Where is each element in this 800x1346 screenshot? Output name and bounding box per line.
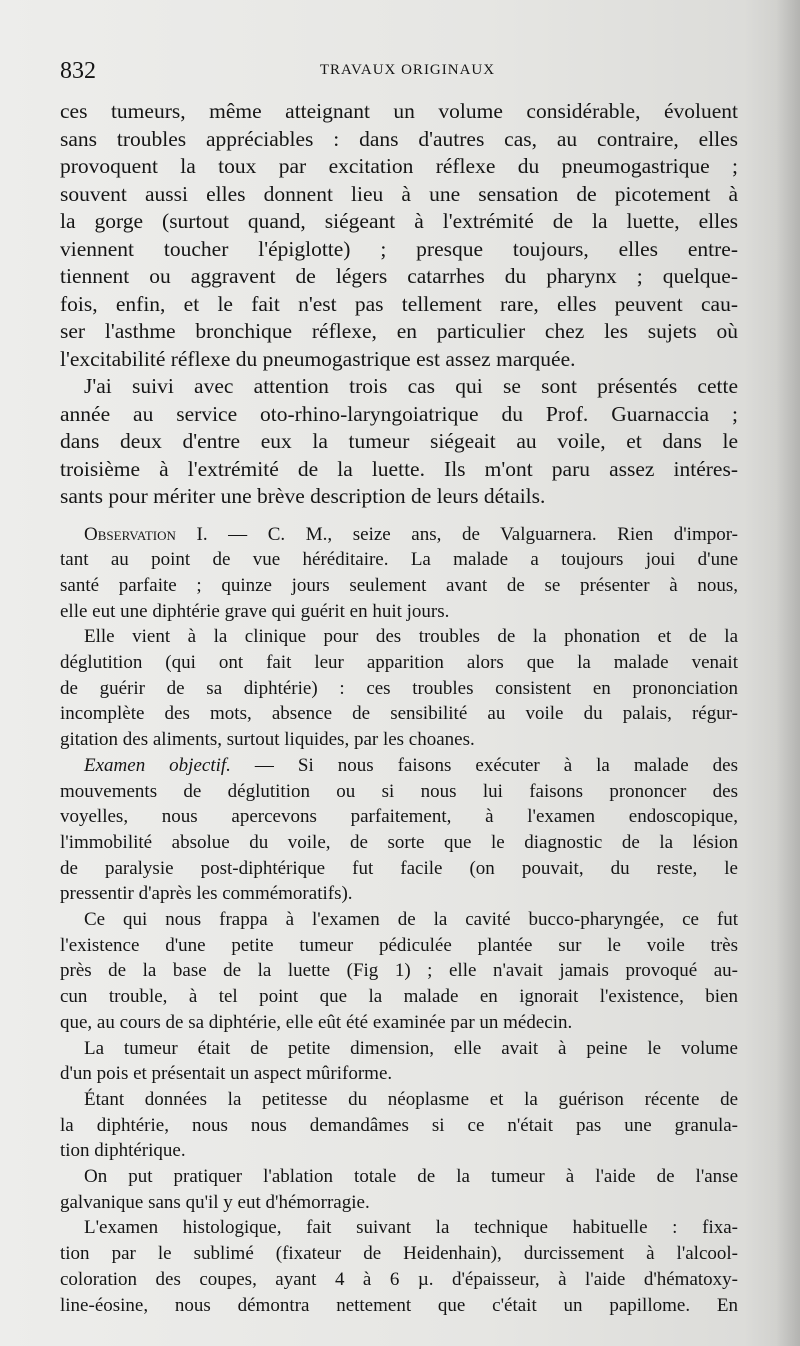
text-line bbox=[60, 753, 738, 779]
running-title: TRAVAUX ORIGINAUX bbox=[319, 62, 496, 78]
observation-paragraph bbox=[60, 522, 738, 625]
text-line: tion par le sublimé (fixateur de Heidenhain), durcissement à l'alcool- bbox=[60, 1243, 738, 1265]
text-line: J'ai suivi avec attention trois cas qui se sont présentés cette bbox=[84, 374, 738, 398]
observation-text: — C. M., seize ans, de Valguarnera. Rien d'impor- bbox=[207, 523, 738, 545]
examen-label: Examen objectif. bbox=[84, 754, 231, 776]
text-line: pressentir d'après les commémoratifs). bbox=[60, 883, 353, 905]
text-line: La tumeur était de petite dimension, elle avait à peine le volume bbox=[84, 1037, 738, 1059]
text-line: sants pour mériter une brève description de leurs détails. bbox=[60, 484, 546, 508]
text-line: viennent toucher l'épiglotte) ; presque toujours, elles entre- bbox=[60, 236, 738, 261]
text-line: coloration des coupes, ayant 4 à 6 µ. d'épaisseur, à l'aide d'hématoxy- bbox=[60, 1268, 738, 1290]
text-line: Étant données la petitesse du néoplasme et la guérison récente de bbox=[84, 1088, 738, 1110]
text-line: L'examen histologique, fait suivant la technique habituelle : fixa- bbox=[84, 1217, 738, 1239]
text-line: elle eut une diphtérie grave qui guérit en huit jours. bbox=[60, 600, 450, 622]
text-line: ces tumeurs, même atteignant un volume considérable, évoluent bbox=[60, 99, 738, 123]
text-line: que, au cours de sa diphtérie, elle eût été examinée par un médecin. bbox=[60, 1011, 573, 1033]
text-line: tiennent ou aggravent de légers catarrhes du pharynx ; quelque- bbox=[60, 264, 738, 288]
text-line: d'un pois et présentait un aspect mûriforme. bbox=[60, 1063, 393, 1085]
text-line: incomplète des mots, absence de sensibilité au voile du palais, régur- bbox=[60, 703, 738, 725]
paragraph-1 bbox=[60, 98, 738, 373]
page-number: 832 bbox=[60, 58, 96, 84]
text-line: ser l'asthme bronchique réflexe, en particulier chez les sujets où bbox=[60, 319, 738, 343]
paragraph-9 bbox=[60, 1164, 738, 1215]
text-line: la diphtérie, nous nous demandâmes si ce n'était pas une granula- bbox=[60, 1114, 738, 1136]
text-line: déglutition (qui ont fait leur apparition alors que la malade venait bbox=[60, 652, 738, 674]
text-line: l'immobilité absolue du voile, de sorte que le diagnostic de la lésion bbox=[60, 831, 738, 853]
text-line: sans troubles appréciables : dans d'autres cas, au contraire, elles bbox=[60, 126, 738, 151]
text-line: gitation des aliments, surtout liquides, par les choanes. bbox=[60, 729, 475, 751]
text-line: dans deux d'entre eux la tumeur siégeait au voile, et dans le bbox=[60, 429, 738, 453]
text-line: voyelles, nous apercevons parfaitement, à l'examen endoscopique, bbox=[60, 806, 738, 828]
paragraph-10 bbox=[60, 1215, 738, 1318]
page-edge-shadow bbox=[776, 0, 800, 1346]
section-gap bbox=[60, 511, 738, 522]
text-line: de guérir de sa diphtérie) : ces troubles consistent en prononciation bbox=[60, 677, 738, 699]
text-line: tion diphtérique. bbox=[60, 1140, 186, 1162]
examen-text: — Si nous faisons exécuter à la malade des bbox=[230, 754, 739, 776]
body-text bbox=[60, 98, 738, 1318]
paragraph-7 bbox=[60, 1036, 738, 1087]
text-line: Ce qui nous frappa à l'examen de la cavité bucco-pharyngée, ce fut bbox=[84, 909, 738, 931]
text-line: On put pratiquer l'ablation totale de la tumeur à l'aide de l'anse bbox=[84, 1166, 738, 1188]
text-line: l'excitabilité réflexe du pneumogastrique est assez marquée. bbox=[60, 346, 576, 371]
text-line: mouvements de déglutition ou si nous lui faisons prononcer des bbox=[60, 780, 738, 802]
text-line: souvent aussi elles donnent lieu à une sensation de picotement à bbox=[60, 181, 738, 206]
observation-label: Observation I. bbox=[84, 523, 208, 545]
paragraph-6 bbox=[60, 907, 738, 1036]
text-line: de paralysie post-diphtérique fut facile (on pouvait, du reste, le bbox=[60, 857, 738, 879]
text-line: line-éosine, nous démontra nettement que c'était un papillome. En bbox=[60, 1294, 738, 1316]
text-line: la gorge (surtout quand, siégeant à l'extrémité de la luette, elles bbox=[60, 209, 738, 233]
paragraph-4 bbox=[60, 624, 738, 753]
text-line: troisième à l'extrémité de la luette. Ils m'ont paru assez intéres- bbox=[60, 456, 738, 481]
text-line: l'existence d'une petite tumeur pédiculée plantée sur le voile très bbox=[60, 934, 738, 956]
text-line: année au service oto-rhino-laryngoiatrique du Prof. Guarnaccia ; bbox=[60, 401, 738, 426]
paragraph-2 bbox=[60, 373, 738, 511]
text-line: provoquent la toux par excitation réflexe du pneumogastrique ; bbox=[60, 154, 738, 178]
paragraph-8 bbox=[60, 1087, 738, 1164]
text-line: cun trouble, à tel point que la malade en ignorait l'existence, bien bbox=[60, 986, 738, 1008]
text-line: fois, enfin, et le fait n'est pas tellement rare, elles peuvent cau- bbox=[60, 291, 738, 316]
text-line: tant au point de vue héréditaire. La malade a toujours joui d'une bbox=[60, 549, 738, 571]
examen-paragraph bbox=[60, 753, 738, 907]
page-header bbox=[60, 58, 755, 88]
text-line: galvanique sans qu'il y eut d'hémorragie. bbox=[60, 1191, 370, 1213]
text-line: près de la base de la luette (Fig 1) ; elle n'avait jamais provoqué au- bbox=[60, 960, 738, 982]
text-line: santé parfaite ; quinze jours seulement avant de se présenter à nous, bbox=[60, 574, 738, 596]
text-line: Elle vient à la clinique pour des troubles de la phonation et de la bbox=[84, 626, 738, 648]
text-line bbox=[60, 522, 738, 548]
